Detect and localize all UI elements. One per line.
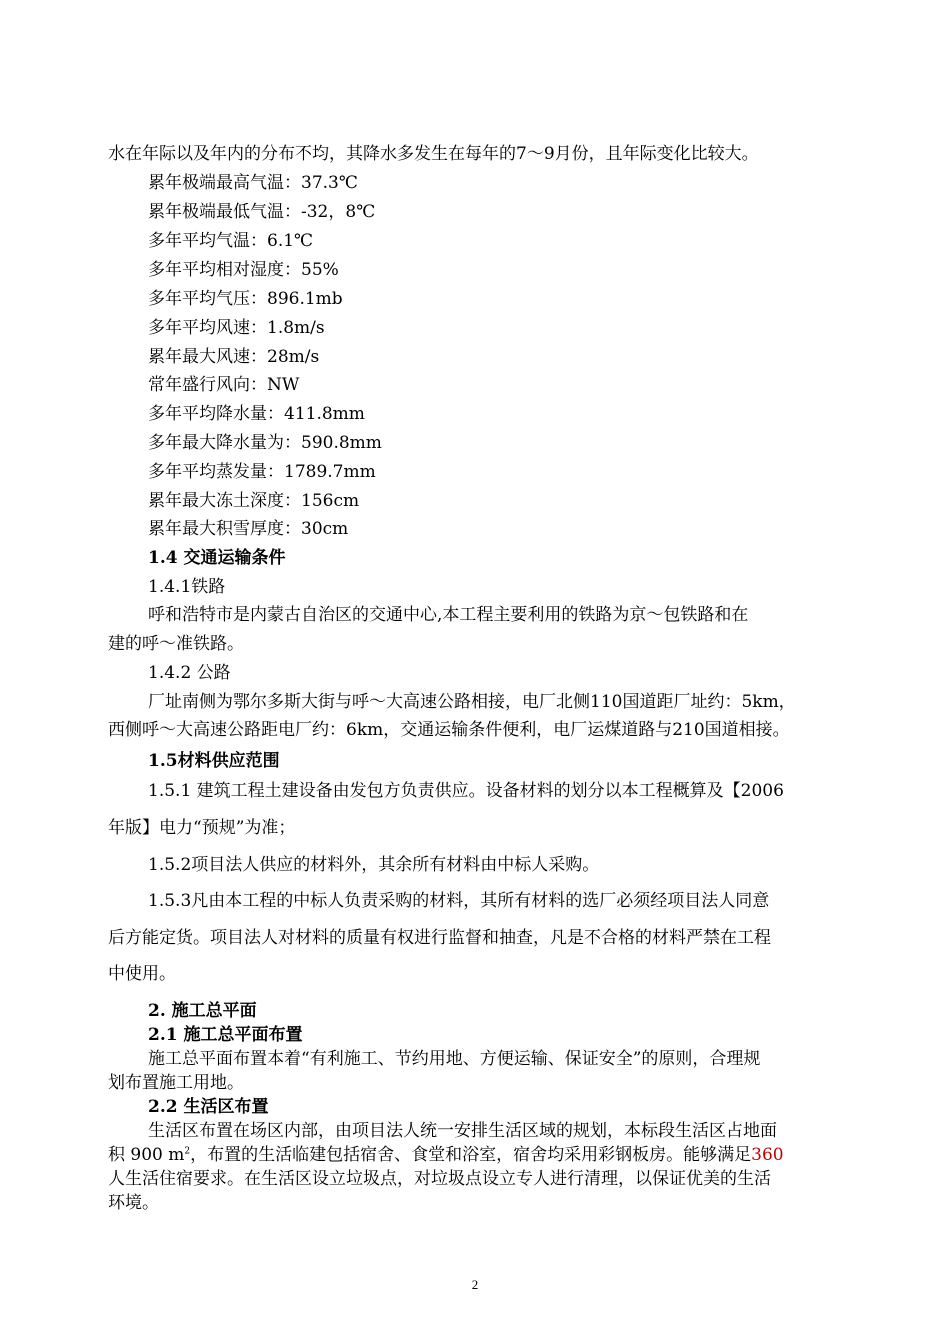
climate-item: 累年最大冻土深度：156cm [148, 491, 360, 511]
climate-item: 累年极端最低气温：-32，8℃ [148, 202, 376, 222]
paragraph-line: 1.5.2项目法人供应的材料外，其余所有材料由中标人采购。 [148, 855, 600, 875]
climate-continuation: 水在年际以及年内的分布不均，其降水多发生在每年的7～9月份，且年际变化比较大。 [108, 144, 759, 164]
paragraph-line: 施工总平面布置本着“有利施工、节约用地、方便运输、保证安全”的原则，合理规 [148, 1049, 761, 1069]
climate-item: 累年最大积雪厚度：30cm [148, 519, 349, 539]
climate-item: 常年盛行风向：NW [148, 375, 300, 395]
paragraph-line: 生活区布置在场区内部，由项目法人统一安排生活区域的规划，本标段生活区占地面 [148, 1121, 777, 1141]
section-heading-1-4: 1.4 交通运输条件 [148, 548, 286, 568]
area-description: ，布置的生活临建包括宿舍、食堂和浴室，宿舍均采用彩钢板房。能够满足 [190, 1145, 752, 1165]
paragraph-line: 划布置施工用地。 [108, 1073, 244, 1093]
section-heading-2: 2. 施工总平面 [148, 1001, 257, 1021]
climate-item: 多年平均气温：6.1℃ [148, 231, 314, 251]
area-value: 积 900 m [108, 1145, 185, 1165]
climate-item: 多年最大降水量为：590.8mm [148, 433, 382, 453]
paragraph-line: 1.5.3凡由本工程的中标人负责采购的材料，其所有材料的选厂必须经项目法人同意 [148, 891, 770, 911]
paragraph-line: 1.5.1 建筑工程土建设备由发包方负责供应。设备材料的划分以本工程概算及【2006 [148, 781, 784, 801]
section-heading-2-1: 2.1 施工总平面布置 [148, 1025, 303, 1045]
climate-item: 累年最大风速：28m/s [148, 347, 320, 367]
paragraph-line: 厂址南侧为鄂尔多斯大街与呼～大高速公路相接，电厂北侧110国道距厂址约：5km， [148, 692, 796, 712]
section-heading-2-2: 2.2 生活区布置 [148, 1097, 269, 1117]
capacity-number: 360 [751, 1145, 784, 1165]
climate-item: 多年平均降水量：411.8mm [148, 404, 365, 424]
page-number: 2 [471, 1277, 479, 1292]
paragraph-line: 环境。 [108, 1193, 159, 1213]
subsection-1-4-1: 1.4.1铁路 [148, 577, 226, 597]
paragraph-line-area [108, 1147, 784, 1164]
section-heading-1-5: 1.5材料供应范围 [148, 751, 280, 771]
paragraph-line: 呼和浩特市是内蒙古自治区的交通中心,本工程主要利用的铁路为京～包铁路和在 [148, 605, 749, 625]
climate-item: 累年极端最高气温：37.3℃ [148, 173, 358, 193]
superscript-2: 2 [184, 1146, 191, 1157]
climate-item: 多年平均风速：1.8m/s [148, 318, 325, 338]
paragraph-line: 中使用。 [108, 964, 176, 984]
paragraph-line: 人生活住宿要求。在生活区设立垃圾点，对垃圾点设立专人进行清理，以保证优美的生活 [108, 1169, 771, 1189]
climate-item: 多年平均蒸发量：1789.7mm [148, 462, 376, 482]
paragraph-line: 年版】电力“预规”为准； [108, 818, 296, 838]
subsection-1-4-2: 1.4.2 公路 [148, 663, 231, 683]
climate-item: 多年平均相对湿度：55% [148, 260, 339, 280]
paragraph-line: 建的呼～准铁路。 [108, 634, 244, 654]
climate-item: 多年平均气压：896.1mb [148, 289, 343, 309]
paragraph-line: 西侧呼～大高速公路距电厂约：6km，交通运输条件便利，电厂运煤道路与210国道相接。 [108, 720, 790, 740]
paragraph-line: 后方能定货。项目法人对材料的质量有权进行监督和抽查，凡是不合格的材料严禁在工程 [108, 928, 771, 948]
